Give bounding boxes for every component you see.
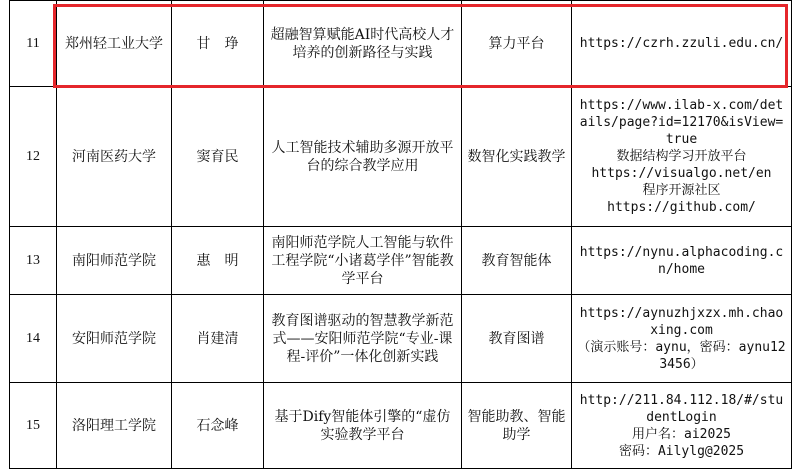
- school-cell: 郑州轻工业大学: [57, 1, 172, 87]
- platform-cell: 教育智能体: [462, 227, 572, 295]
- link-caption: 程序开源社区: [642, 183, 721, 198]
- link-text[interactable]: https://github.com/: [607, 200, 756, 215]
- person-cell: 肖建清: [172, 295, 264, 383]
- row-number: 14: [10, 295, 57, 383]
- link-caption: 用户名：ai2025: [632, 426, 731, 442]
- project-cell: 超融智算赋能AI时代高校人才培养的创新路径与实践: [264, 1, 462, 87]
- link-cell: [572, 227, 792, 295]
- platform-cell: 智能助教、智能助学: [462, 383, 572, 469]
- link-cell: [572, 383, 792, 469]
- platform-cell: 教育图谱: [462, 295, 572, 383]
- link-text[interactable]: https://www.ilab-x.com/details/page?id=12170&isView=true: [579, 98, 784, 147]
- link-caption: 密码：Ailylg@2025: [618, 443, 745, 459]
- school-cell: 河南医药大学: [57, 87, 172, 227]
- link-cell: [572, 1, 792, 87]
- table-row: [10, 87, 792, 227]
- person-cell: 石念峰: [172, 383, 264, 469]
- link-caption: （演示账号：aynu，密码：aynu123456）: [577, 339, 786, 372]
- platform-cell: 数智化实践教学: [462, 87, 572, 227]
- project-cell: 教育图谱驱动的智慧教学新范式——安阳师范学院“专业-课程-评价”一体化创新实践: [264, 295, 462, 383]
- row-number: 12: [10, 87, 57, 227]
- school-cell: 南阳师范学院: [57, 227, 172, 295]
- table-row: [10, 1, 792, 87]
- link-text[interactable]: https://aynuzhjxzx.mh.chaoxing.com: [579, 305, 784, 338]
- person-cell: 窦育民: [172, 87, 264, 227]
- person-cell: 甘 琤: [172, 1, 264, 87]
- row-number: 15: [10, 383, 57, 469]
- project-cell: 南阳师范学院人工智能与软件工程学院“小诸葛学伴”智能教学平台: [264, 227, 462, 295]
- school-cell: 洛阳理工学院: [57, 383, 172, 469]
- link-text[interactable]: https://czrh.zzuli.edu.cn/: [579, 36, 784, 51]
- row-number: 11: [10, 1, 57, 87]
- row-number: 13: [10, 227, 57, 295]
- project-cell: 人工智能技术辅助多源开放平台的综合教学应用: [264, 87, 462, 227]
- link-caption: 数据结构学习开放平台: [616, 149, 747, 164]
- link-text[interactable]: https://visualgo.net/en: [591, 166, 772, 181]
- table-row: [10, 295, 792, 383]
- platform-cell: 算力平台: [462, 1, 572, 87]
- table-row: [10, 227, 792, 295]
- person-cell: 惠 明: [172, 227, 264, 295]
- link-cell: [572, 87, 792, 227]
- link-cell: [572, 295, 792, 383]
- school-cell: 安阳师范学院: [57, 295, 172, 383]
- link-text[interactable]: https://nynu.alphacoding.cn/home: [579, 244, 784, 277]
- table-row: [10, 383, 792, 469]
- project-cell: 基于Dify智能体引擎的“虚仿实验教学平台: [264, 383, 462, 469]
- projects-table: [9, 0, 792, 469]
- link-text[interactable]: http://211.84.112.18/#/studentLogin: [579, 392, 784, 425]
